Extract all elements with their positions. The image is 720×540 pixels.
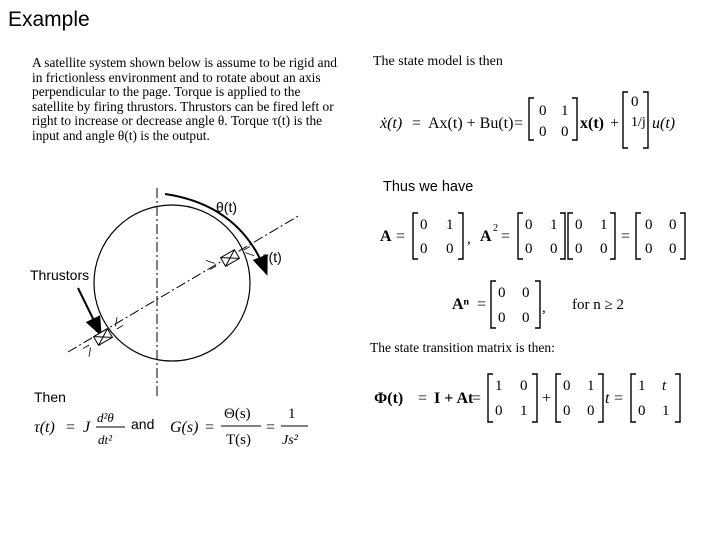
svg-text:t: t (662, 378, 667, 394)
svg-text:1: 1 (495, 378, 503, 394)
tau-label: τ(t) (263, 249, 282, 265)
svg-text:Ax(t) + Bu(t): Ax(t) + Bu(t) (428, 115, 514, 132)
svg-text:0: 0 (638, 403, 646, 419)
svg-text:0: 0 (446, 241, 454, 257)
svg-text:0: 0 (645, 241, 653, 257)
svg-text:0: 0 (498, 285, 506, 301)
svg-text:dt²: dt² (98, 432, 113, 447)
svg-text:1: 1 (662, 403, 670, 419)
upper-thruster-icon (205, 238, 255, 278)
svg-text:Θ(s): Θ(s) (224, 406, 251, 422)
svg-text:0: 0 (561, 124, 569, 140)
svg-text:=: = (514, 115, 524, 132)
svg-text:1: 1 (288, 406, 296, 422)
svg-text:0: 0 (645, 217, 653, 233)
svg-text:Aⁿ: Aⁿ (452, 296, 470, 313)
svg-text:for n ≥ 2: for n ≥ 2 (572, 297, 624, 313)
svg-text:1: 1 (600, 217, 608, 233)
svg-text:0: 0 (522, 310, 530, 326)
svg-text:J: J (83, 419, 91, 436)
svg-text:2: 2 (493, 223, 498, 234)
svg-text:0: 0 (563, 403, 571, 419)
svg-text:τ(t): τ(t) (34, 419, 55, 436)
svg-text:1: 1 (561, 103, 569, 119)
svg-text:0: 0 (669, 217, 677, 233)
svg-text:d²θ: d²θ (97, 410, 114, 425)
svg-text:x(t): x(t) (580, 115, 604, 132)
slide-title: Example (8, 8, 90, 31)
svg-text:=: = (477, 296, 487, 313)
then-label: Then (34, 389, 66, 405)
svg-text:Js²: Js² (282, 433, 298, 448)
svg-text:0: 0 (631, 94, 639, 110)
torque-equation (32, 402, 127, 452)
svg-text:,: , (542, 300, 546, 316)
svg-text:0: 0 (522, 285, 530, 301)
svg-text:G(s): G(s) (170, 419, 199, 436)
svg-text:0: 0 (420, 241, 428, 257)
svg-text:=: = (205, 419, 215, 436)
svg-text:1: 1 (446, 217, 454, 233)
svg-text:0: 0 (520, 378, 528, 394)
state-model-equation (376, 90, 696, 152)
svg-text:0: 0 (525, 217, 533, 233)
svg-text:=: = (614, 390, 624, 407)
svg-text:=: = (66, 419, 76, 436)
svg-text:0: 0 (575, 217, 583, 233)
stm-intro-text: The state transition matrix is then: (370, 340, 555, 355)
svg-text:=: = (501, 228, 511, 245)
svg-text:0: 0 (539, 124, 547, 140)
svg-text:1: 1 (550, 217, 558, 233)
svg-text:0: 0 (550, 241, 558, 257)
svg-text:0: 0 (669, 241, 677, 257)
svg-text:0: 0 (575, 241, 583, 257)
svg-text:I + At: I + At (434, 390, 474, 407)
svg-text:0: 0 (539, 103, 547, 119)
and-word: and (131, 416, 155, 432)
svg-text:A: A (480, 228, 492, 245)
svg-text:=: = (418, 390, 428, 407)
svg-text:0: 0 (495, 403, 503, 419)
svg-text:t: t (605, 390, 610, 407)
state-model-intro: The state model is then (373, 54, 503, 69)
svg-text:=: = (621, 228, 631, 245)
lower-thruster-icon (78, 317, 128, 357)
svg-text:0: 0 (563, 378, 571, 394)
svg-text:1: 1 (638, 378, 646, 394)
svg-text:ẋ(t): ẋ(t) (380, 115, 403, 132)
svg-text:0: 0 (498, 310, 506, 326)
svg-text:+: + (610, 115, 620, 132)
svg-text:0: 0 (587, 403, 595, 419)
svg-text:=: = (412, 115, 422, 132)
svg-text:0: 0 (420, 217, 428, 233)
svg-text:=: = (472, 390, 482, 407)
svg-text:T(s): T(s) (226, 432, 251, 448)
svg-text:0: 0 (525, 241, 533, 257)
intro-paragraph: A satellite system shown below is assume to be rigid and in frictionless environment and to rotate about an axis perpendicular to the page. Torque is applied to the satellite by firing thrustors. Thrustors can be fired left or right to increase or decrease angle θ. Torque τ(t) is the input and angle θ(t) is the output. (32, 55, 337, 143)
thrustors-pointer-arrow (78, 288, 100, 333)
stm-equation (372, 370, 702, 426)
svg-text:1/j: 1/j (631, 115, 646, 130)
svg-text:Φ(t): Φ(t) (374, 390, 404, 407)
svg-text:=: = (266, 419, 276, 436)
svg-text:0: 0 (600, 241, 608, 257)
svg-text:,: , (467, 231, 471, 247)
thrustors-label: Thrustors (30, 267, 90, 283)
thus-we-have-label: Thus we have (383, 179, 474, 195)
svg-text:1: 1 (587, 378, 595, 394)
A-power-equation (448, 278, 648, 332)
transfer-function-equation (168, 400, 318, 450)
satellite-body (94, 205, 250, 361)
svg-text:1: 1 (520, 403, 528, 419)
theta-label: θ(t) (216, 199, 237, 215)
svg-text:u(t): u(t) (652, 115, 676, 132)
svg-text:+: + (542, 390, 552, 407)
svg-text:A: A (380, 228, 392, 245)
svg-text:=: = (396, 228, 406, 245)
A-matrix-equation (378, 207, 698, 265)
